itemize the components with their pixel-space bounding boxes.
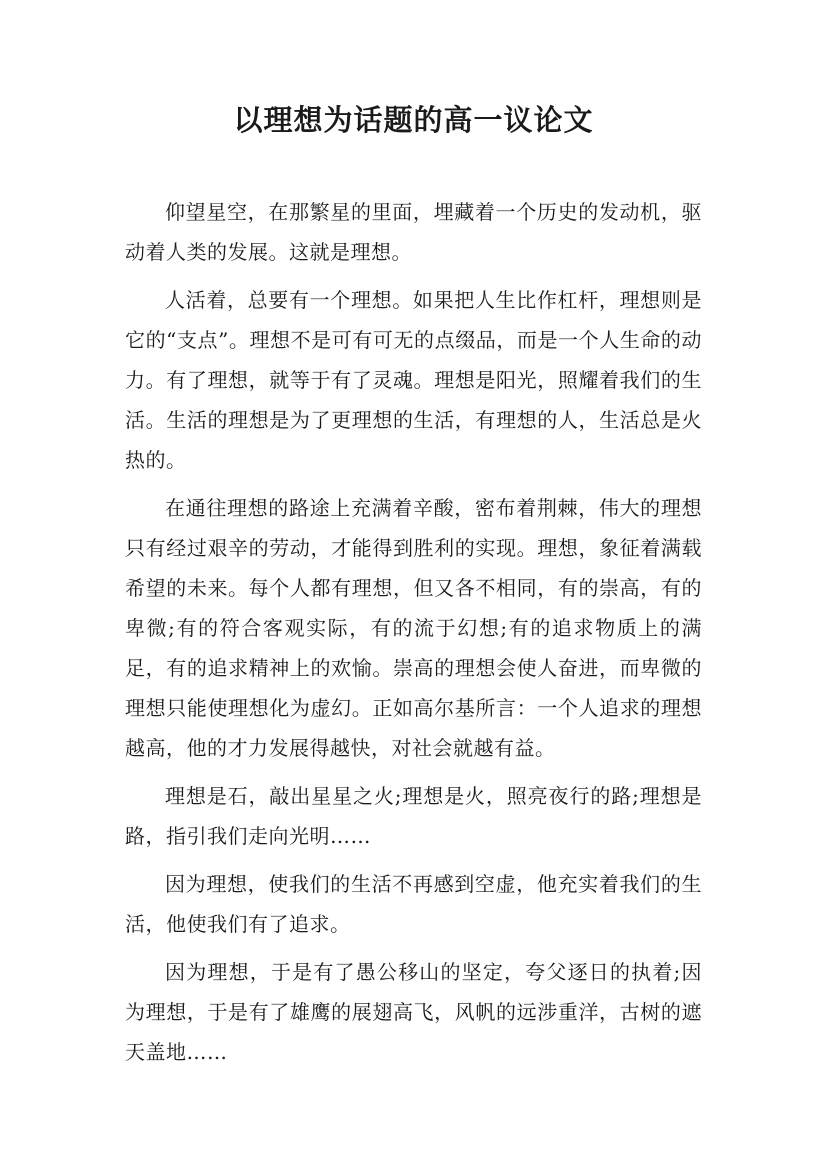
paragraph: 仰望星空，在那繁星的里面，埋藏着一个历史的发动机，驱动着人类的发展。这就是理想。	[125, 200, 702, 264]
paragraph: 在通往理想的路途上充满着辛酸，密布着荆棘，伟大的理想只有经过艰辛的劳动，才能得到胜利的实现。理想，象征着满载希望的未来。每个人都有理想，但又各不相同，有的崇高，有的卑微;有的符合客观实际，有的流于幻想;有的追求物质上的满足，有的追求精神上的欢愉。崇高的理想会使人奋进，而卑微的理想只能使理想化为虚幻。正如高尔基所言：一个人追求的理想越高，他的才力发展得越快，对社会就越有益。	[125, 496, 702, 760]
paragraph: 因为理想，于是有了愚公移山的坚定，夸父逐日的执着;因为理想，于是有了雄鹰的展翅高飞，风帆的远涉重洋，古树的遮天盖地……	[125, 960, 702, 1064]
document-body	[125, 192, 702, 1080]
paragraph: 人活着，总要有一个理想。如果把人生比作杠杆，理想则是它的“支点”。理想不是可有可无的点缀品，而是一个人生命的动力。有了理想，就等于有了灵魂。理想是阳光，照耀着我们的生活。生活的理想是为了更理想的生活，有理想的人，生活总是火热的。	[125, 288, 702, 472]
document-title: 以理想为话题的高一议论文	[233, 103, 594, 137]
paragraph: 因为理想，使我们的生活不再感到空虚，他充实着我们的生活，他使我们有了追求。	[125, 872, 702, 936]
paragraph: 理想是石，敲出星星之火;理想是火，照亮夜行的路;理想是路，指引我们走向光明……	[125, 784, 702, 848]
